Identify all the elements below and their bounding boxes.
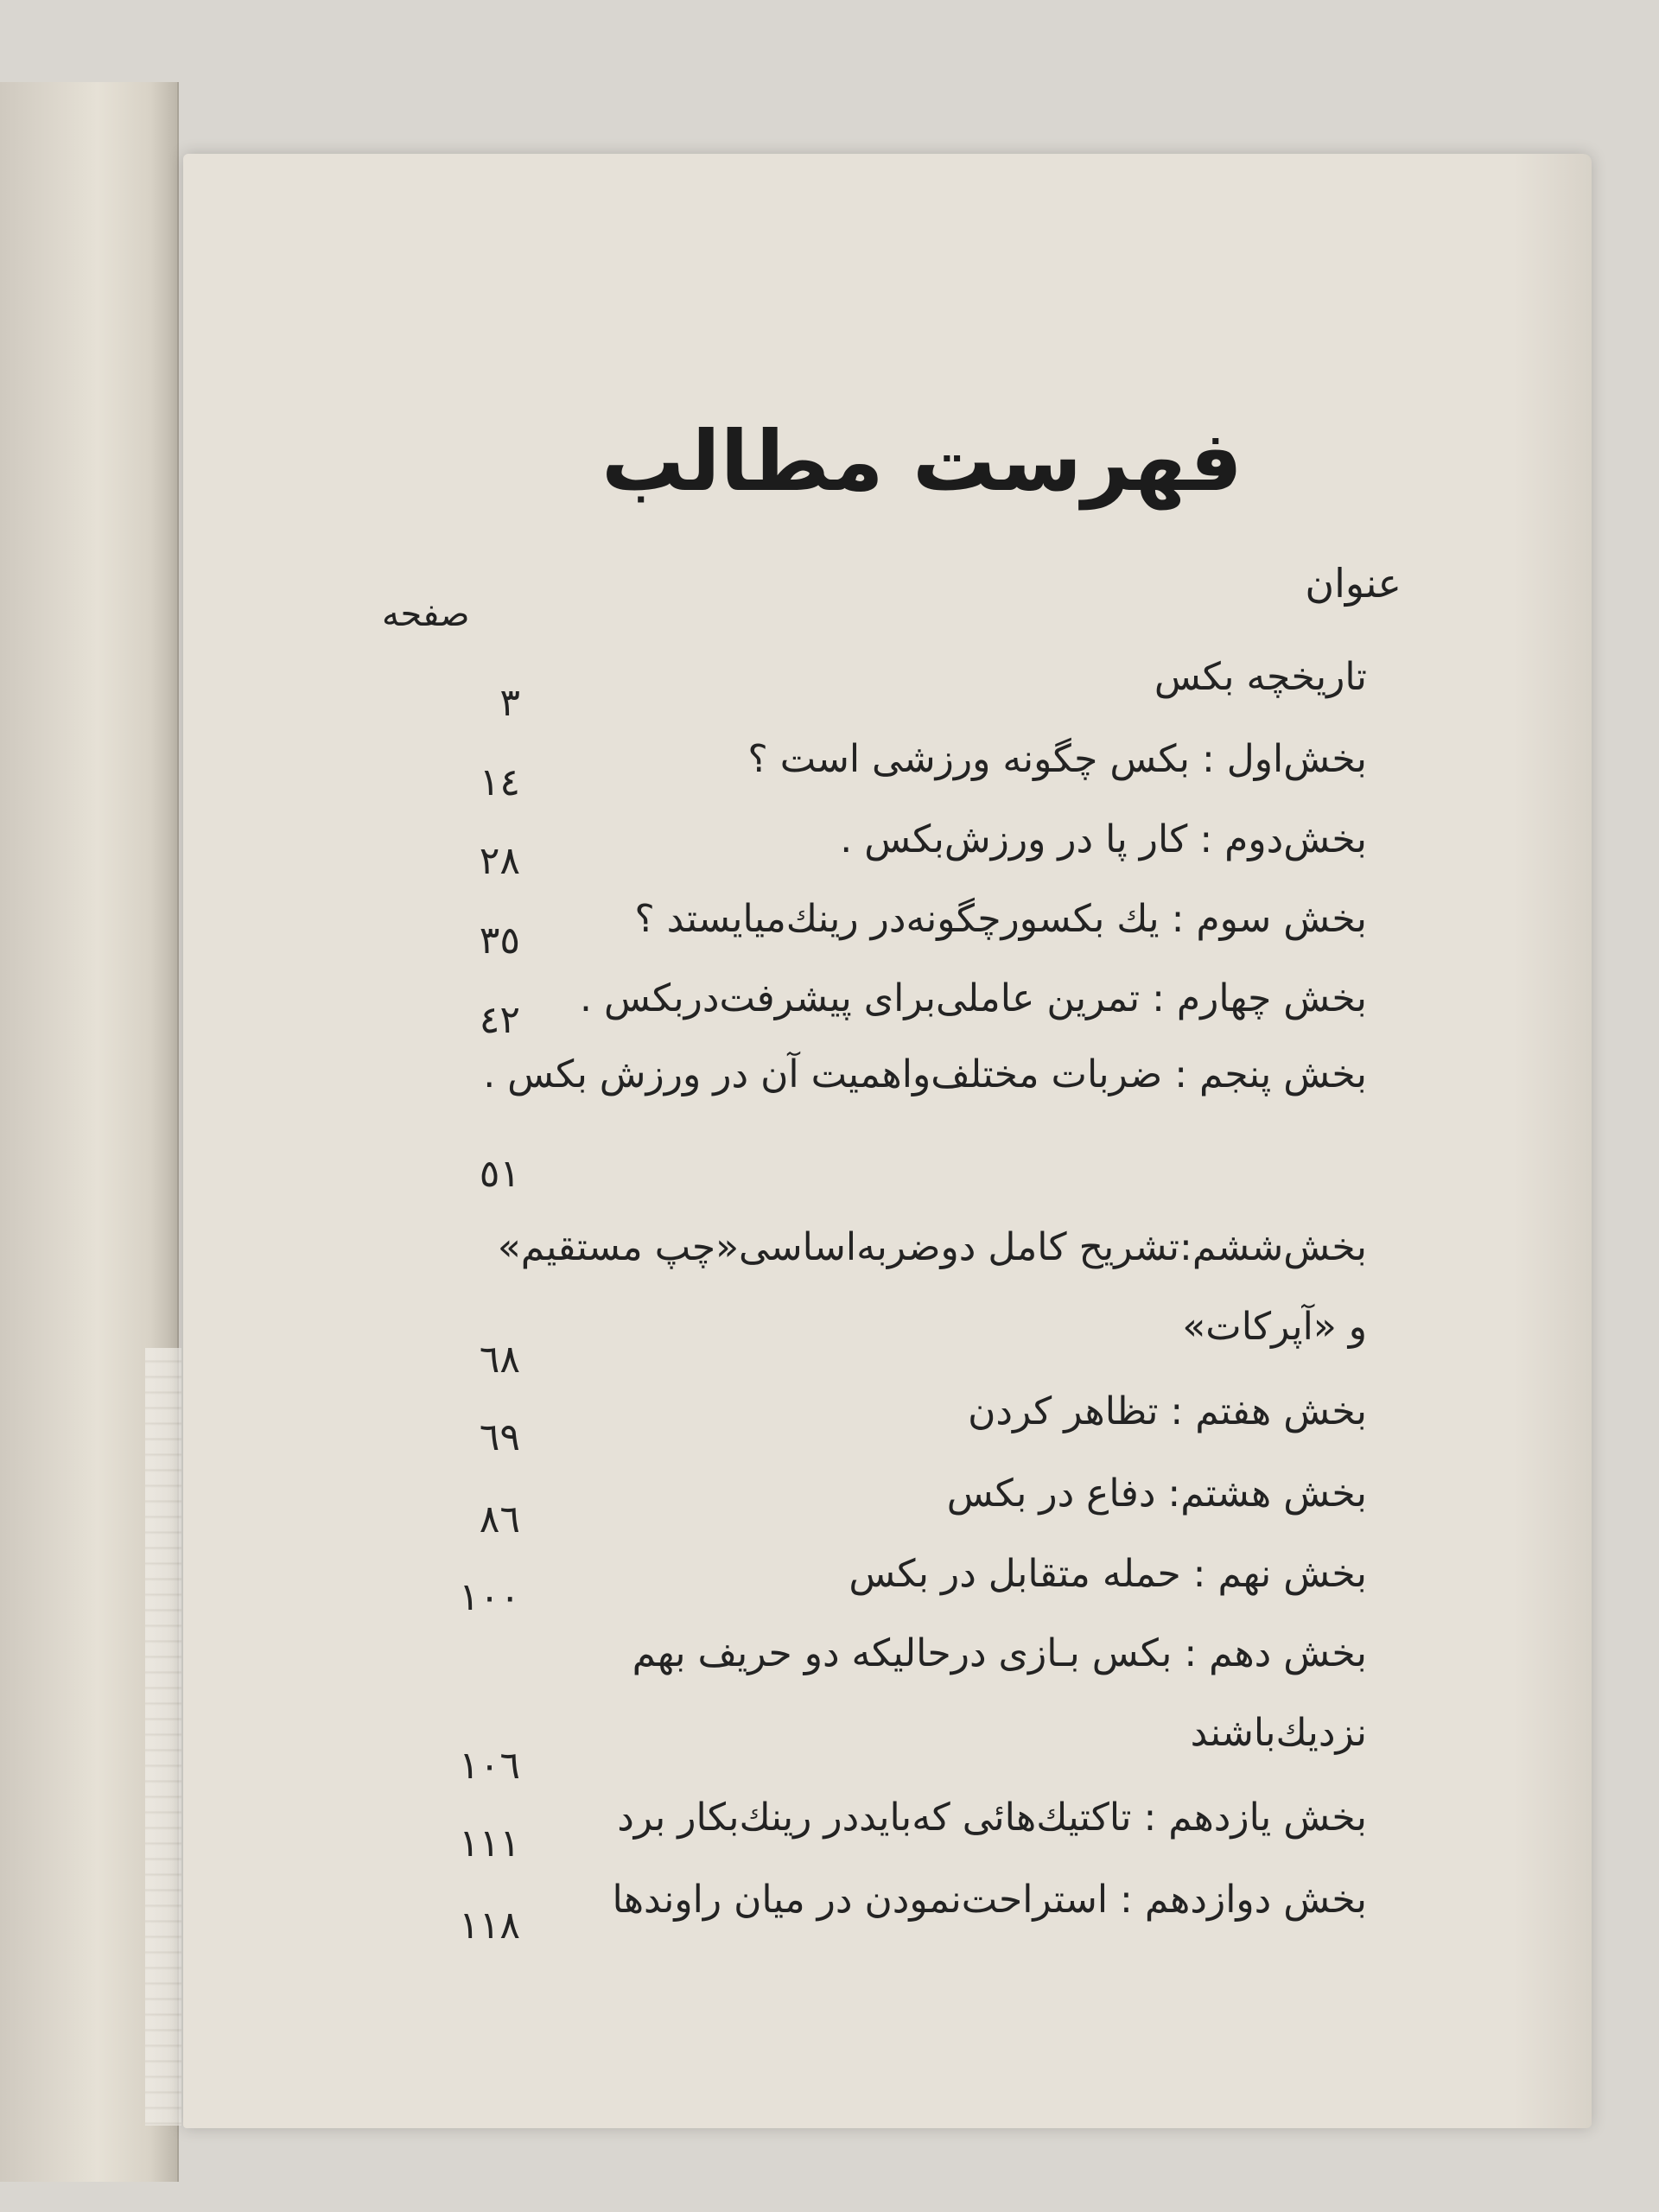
- toc-entry-page: ١٠٦: [459, 1744, 520, 1788]
- binding-edge: [145, 1348, 181, 2126]
- toc-entry-title: بخش سوم : يك بكسورچگونه‌در رينك‌ميايستد ؟: [634, 897, 1367, 941]
- toc-entry-page: ٦٩: [479, 1415, 520, 1459]
- toc-entry-page: ٦٨: [479, 1338, 520, 1382]
- toc-entry-title: بخش چهارم : تمرين عاملی‌برای پيشرفت‌دربكس .: [580, 976, 1367, 1020]
- toc-entry-page: ١١٨: [459, 1904, 520, 1948]
- toc-entry-title: بخش‌اول : بكس چگونه ورزشی است ؟: [747, 737, 1367, 781]
- page-column-header: صفحه: [382, 594, 470, 634]
- toc-entry-title: بخش پنجم : ضربات مختلف‌واهميت آن در ورزش بكس .: [483, 1052, 1367, 1096]
- toc-entry-title: بخش دهم : بكس بـازی درحاليكه دو حريف بهم نزديك‌باشند: [620, 1631, 1367, 1755]
- toc-entry-title: بخش يازدهم : تاكتيك‌هائی كه‌بايددر رينك‌بكار برد: [617, 1796, 1367, 1840]
- toc-entry-title: بخش دوازدهم : استراحت‌نمودن در ميان راوندها: [612, 1878, 1367, 1922]
- toc-entry-page: ٣: [499, 681, 520, 725]
- table-of-contents: [183, 154, 1592, 2128]
- toc-entry-page: ٨٦: [479, 1497, 520, 1541]
- toc-entry-page: ١١١: [459, 1821, 520, 1866]
- toc-entry-title: بخش‌دوم : كار پا در ورزش‌بكس .: [840, 817, 1367, 861]
- toc-entry-title: بخش هفتم : تظاهر كردن: [968, 1389, 1367, 1433]
- toc-entry-title: بخش نهم : حمله متقابل در بكس: [849, 1552, 1367, 1596]
- toc-entry-page: ٣٥: [479, 918, 520, 963]
- page-title: فهرست مطالب: [601, 413, 1243, 510]
- toc-entry-page: ١٤: [479, 760, 520, 804]
- title-column-header: عنوان: [1305, 560, 1402, 607]
- toc-entry-page: ٤٢: [479, 998, 520, 1042]
- toc-entry-page: ١٠٠: [459, 1575, 520, 1619]
- toc-entry-page: ٥١: [479, 1152, 520, 1196]
- toc-entry-title: بخش‌ششم:تشريح كامل دوضربه‌اساسی«چپ مستقيم» و «آپركات»: [485, 1225, 1367, 1349]
- book-page: [183, 154, 1592, 2128]
- toc-entry-page: ٢٨: [479, 839, 520, 883]
- toc-entry-title: بخش هشتم: دفاع در بكس: [946, 1471, 1367, 1516]
- toc-entry-title: تاريخچه بكس: [1154, 655, 1367, 699]
